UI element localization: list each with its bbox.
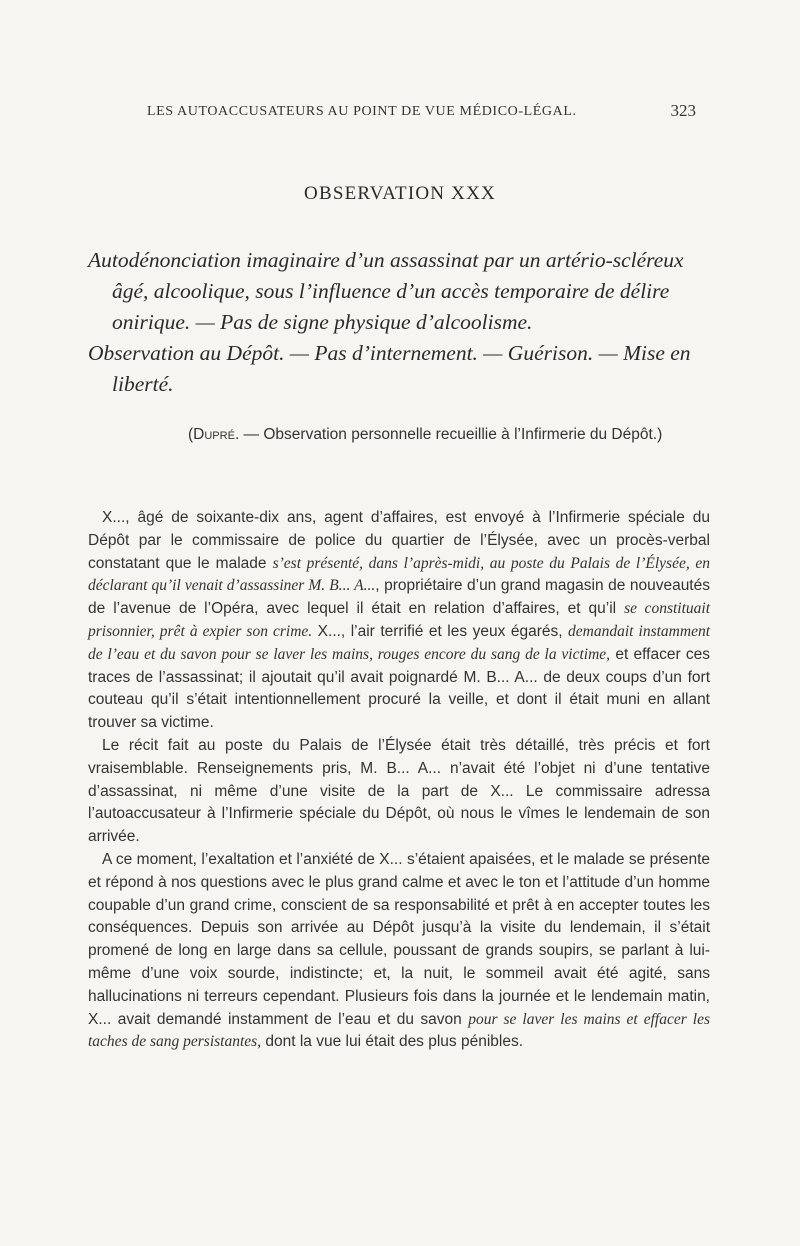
observation-body [88,507,710,1054]
paragraph-1-italic-3: demandait instamment de l’eau et du savon pour se laver les mains, rouges encore du sang de la victime, [88,622,711,663]
source-open-paren: ( [188,426,194,443]
source-author: Dupré [193,426,235,443]
paragraph-1-italic-1: s’est présenté, dans l’après-midi, au poste du Palais de l’Élysée, en déclarant qu’il venait d’assassiner M. B... A... [88,554,710,595]
paragraph-3-part-b: dont la vue lui était des plus pénibles. [261,1033,524,1051]
paragraph-3-italic: pour se laver les mains et effacer les taches de sang persistantes, [88,1010,710,1051]
paragraph-1 [88,507,710,735]
observation-heading: OBSERVATION XXX [304,183,496,204]
paragraph-1-part-a: X..., âgé de soixante-dix ans, agent d’affaires, est envoyé à l’Infirmerie spéciale du Dépôt par le commissaire de police du quartier de l’Élysée, avec un procès-verbal constatant que le malade [88,509,710,572]
paragraph-1-italic-2: se constituait prisonnier, prêt à expier son crime. [88,600,711,640]
paragraph-3-part-a: A ce moment, l’exaltation et l’anxiété de X... s’étaient apaisées, et le malade se présente et répond à nos questions avec le plus grand calme et avec le ton et l’attitude d’un homme coupable d’un grand crime, conscient de sa responsabilité et prêt à en accepter toutes les conséquences. Depuis son arrivée au Dépôt jusqu’à la visite du lendemain, il s’était promené de long en large dans sa cellule, poussant de grands soupirs, se parlant à lui-même d’une voix sourde, indistincte; et, la nuit, le sommeil avait été agité, sans hallucinations ni terreurs cependant. Plusieurs fois dans la journée et le lendemain matin, X... avait demandé instamment de l’eau et du savon [88,850,710,1028]
observation-summary [88,245,710,400]
page-number: 323 [670,101,696,120]
summary-line-1: Autodénonciation imaginaire d’un assassinat par un artério-scléreux âgé, alcoolique, sous l’influence d’un accès temporaire de délire onirique. — Pas de signe physique d’alcoolisme. [88,248,684,334]
source-text: . — Observation personnelle recueillie à l’Infirmerie du Dépôt.) [234,426,663,443]
paragraph-1-part-b: , propriétaire d’un grand magasin de nouveautés de l’avenue de l’Opéra, avec lequel il était en relation d’affaires, et qu’il [88,577,710,618]
paragraph-1-part-c: X..., l’air terrifié et les yeux égarés, [312,622,569,640]
paragraph-3 [88,849,710,1054]
paragraph-2: Le récit fait au poste du Palais de l’Élysée était très détaillé, très précis et fort vraisemblable. Renseignements pris, M. B... A... n’avait été l’objet ni d’une tentative d’assassinat, ni même d’une visite de la part de X... Le commissaire adressa l’autoaccusateur à l’Infirmerie spéciale du Dépôt, où nous le vîmes le lendemain de son arrivée. [88,736,710,846]
running-title: LES AUTOACCUSATEURS AU POINT DE VUE MÉDICO-LÉGAL. [147,104,577,119]
observation-source [188,423,728,446]
paragraph-1-part-d: et effacer ces traces de l’assassinat; il ajoutait qu’il avait poignardé M. B... A... de deux coups d’un fort couteau qu’il s’était intentionnellement procuré la veille, et dont il était muni en allant trouver sa victime. [88,645,710,732]
summary-line-2: Observation au Dépôt. — Pas d’internement. — Guérison. — Mise en liberté. [88,341,691,396]
